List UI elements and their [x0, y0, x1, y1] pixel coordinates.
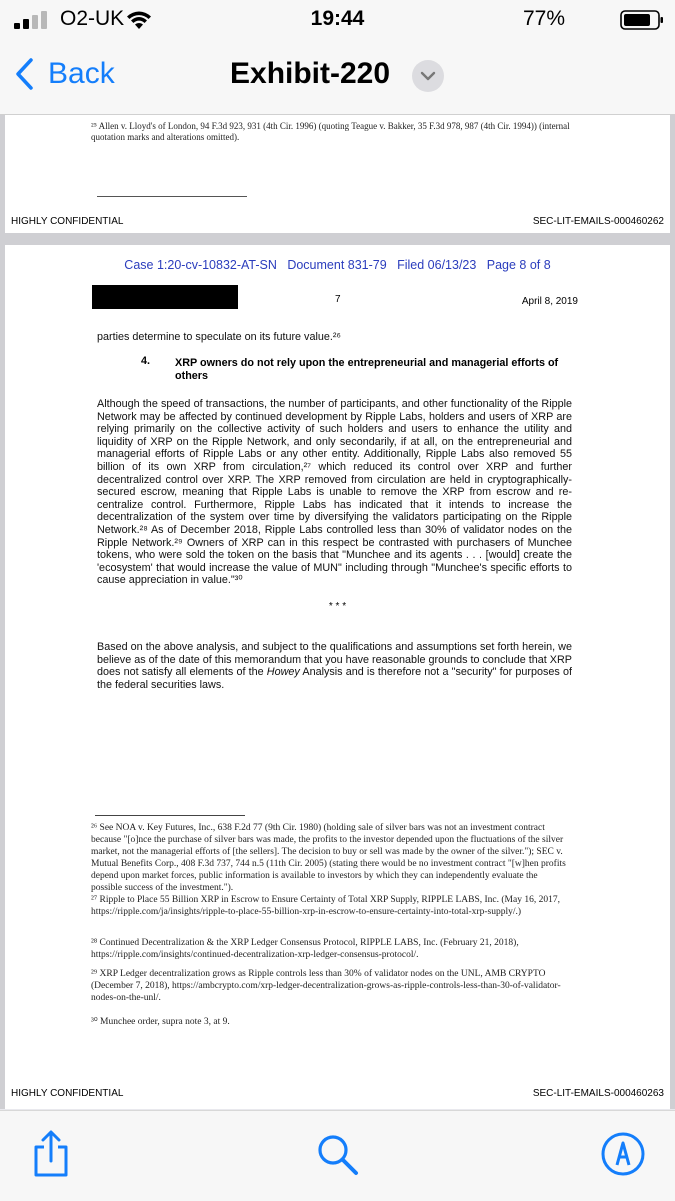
document-title: Exhibit-220: [230, 57, 391, 90]
footnote-26: ²⁶ See NOA v. Key Futures, Inc., 638 F.2d 77 (9th Cir. 1980) (holding sale of silver bars was not an investment contract because "[o]nce the purchase of silver bars was made, the profits to the investor depended upon the fluctuations of the silver market, not the managerial efforts of [the sellers]. The decision to buy or sell was made by the owner of the silver."); SEC v. Mutual Benefits Corp., 408 F.3d 737, 744 n.5 (11th Cir. 2005) (stating there would be no investment contract "[w]hen profits depend upon market forces, public information is available to investors by which they can independently evaluate the possible success of the investment.").: [91, 823, 566, 893]
footnote-27: ²⁷ Ripple to Place 55 Billion XRP in Escrow to Ensure Certainty of Total XRP Supply, RIPPLE LABS, Inc. (May 16, 2017, https://ripple.com/ja/insights/ripple-to-place-55-billion-xrp-in-escrow-to-ensure-certainty-into-total-xrp-supply/.): [91, 895, 560, 917]
share-button[interactable]: [30, 1129, 72, 1184]
title-menu-button[interactable]: [412, 60, 444, 92]
search-icon: [316, 1133, 360, 1177]
status-bar: [0, 0, 675, 40]
clock: 19:44: [310, 7, 365, 30]
section-number: 4.: [141, 355, 151, 367]
footnote-29: ²⁹ XRP Ledger decentralization grows as Ripple controls less than 30% of validator nodes on the UNL, AMB CRYPTO (December 7, 2018), https://ambcrypto.com/xrp-ledger-decentralization-grows-as-ripple-controls-less-than-30-of-validator-nodes-on-the-unl/.: [91, 969, 561, 1003]
footer-rule: [97, 196, 247, 197]
chevron-left-icon: [14, 57, 34, 91]
document-page-previous: [5, 115, 670, 233]
footer-confidential: HIGHLY CONFIDENTIAL: [11, 216, 124, 227]
footer-confidential: HIGHLY CONFIDENTIAL: [11, 1088, 124, 1099]
conclusion-howey: Howey: [266, 666, 300, 679]
section-heading: XRP owners do not rely upon the entrepreneurial and managerial efforts of others: [175, 357, 559, 382]
share-icon: [30, 1129, 72, 1179]
case-header: Case 1:20-cv-10832-AT-SN Document 831-79 Filed 06/13/23 Page 8 of 8: [124, 258, 551, 272]
page-number: 7: [335, 294, 341, 305]
carrier-name: O2-UK: [60, 7, 125, 30]
footnote-rule: [95, 815, 245, 816]
back-label: Back: [48, 57, 115, 90]
section-separator: * * *: [328, 601, 347, 612]
bottom-toolbar: [0, 1110, 675, 1201]
document-page-current: [5, 245, 670, 1109]
footnote-25: ²⁵ Allen v. Lloyd's of London, 94 F.3d 923, 931 (4th Cir. 1996) (quoting Teague v. Bakker, 35 F.3d 978, 987 (4th Cir. 1994)) (internal quotation marks and alterations omitted).: [91, 121, 570, 142]
paragraph-conclusion: [97, 641, 572, 691]
markup-button[interactable]: [600, 1131, 646, 1182]
footer-bates-number: SEC-LIT-EMAILS-000460263: [532, 1088, 664, 1099]
back-button[interactable]: [14, 57, 115, 91]
markup-icon: [600, 1131, 646, 1177]
conclusion-text-start: Based on the above analysis, and subject to the qualifications and assumptions set forth herein, we believe as of the date of this memorandum that you have reasonable grounds to conclude that XRP does not satisfy all elements of the: [97, 641, 572, 679]
footer-bates-number: SEC-LIT-EMAILS-000460262: [532, 216, 664, 227]
chevron-down-icon: [420, 71, 436, 81]
battery-percent: 77%: [522, 7, 565, 30]
memo-date: April 8, 2019: [521, 296, 578, 307]
battery-icon: [620, 10, 664, 30]
paragraph-decentralization: Although the speed of transactions, the number of participants, and other functionality of the Ripple Network may be affected by continued development by Ripple Labs, holders and users of XRP are relying primarily on the collective activity of such holders and users to enhance the utility and liquidity of XRP on the Ripple Network, and only secondarily, if at all, on the entrepreneurial and managerial efforts of Ripple Labs or any other entity. Additionally, Ripple Labs also removed 55 billion of its own XRP from circulation,²⁷ which reduced its control over XRP and further decentralized control over XRP. The XRP removed from circulation are held in cryptographically-secured escrow, meaning that Ripple Labs is unable to remove the XRP from escrow and re-centralize control. Furthermore, Ripple Labs has indicated that it intends to increase the decentralization of the system over time by diversifying the validators participating on the Ripple Network.²⁸ As of December 2018, Ripple Labs controlled less than 30% of validator nodes on the Ripple Network.²⁹ Owners of XRP can in this respect be contrasted with purchasers of Munchee tokens, who were sold the token on the basis that "Munchee and its agents . . . [would] create the 'ecosystem' that would increase the value of MUN" including through "Munchee's specific efforts to cause appreciation in value."³⁰: [97, 398, 572, 587]
footnote-30: ³⁰ Munchee order, supra note 3, at 9.: [91, 1017, 230, 1027]
lead-text: parties determine to speculate on its future value.²⁶: [97, 331, 341, 343]
redaction-block: [92, 285, 238, 309]
conclusion-text-end: Analysis and is therefore not a "security" for purposes of the federal securities laws.: [97, 666, 572, 691]
document-viewer[interactable]: [0, 115, 675, 1109]
search-button[interactable]: [316, 1133, 360, 1182]
footnote-28: ²⁸ Continued Decentralization & the XRP Ledger Consensus Protocol, RIPPLE LABS, Inc. (February 21, 2018), https://ripple.com/insights/continued-decentralization-xrp-ledger-consensus-protocol/.: [91, 938, 519, 960]
navigation-bar: [0, 40, 675, 115]
